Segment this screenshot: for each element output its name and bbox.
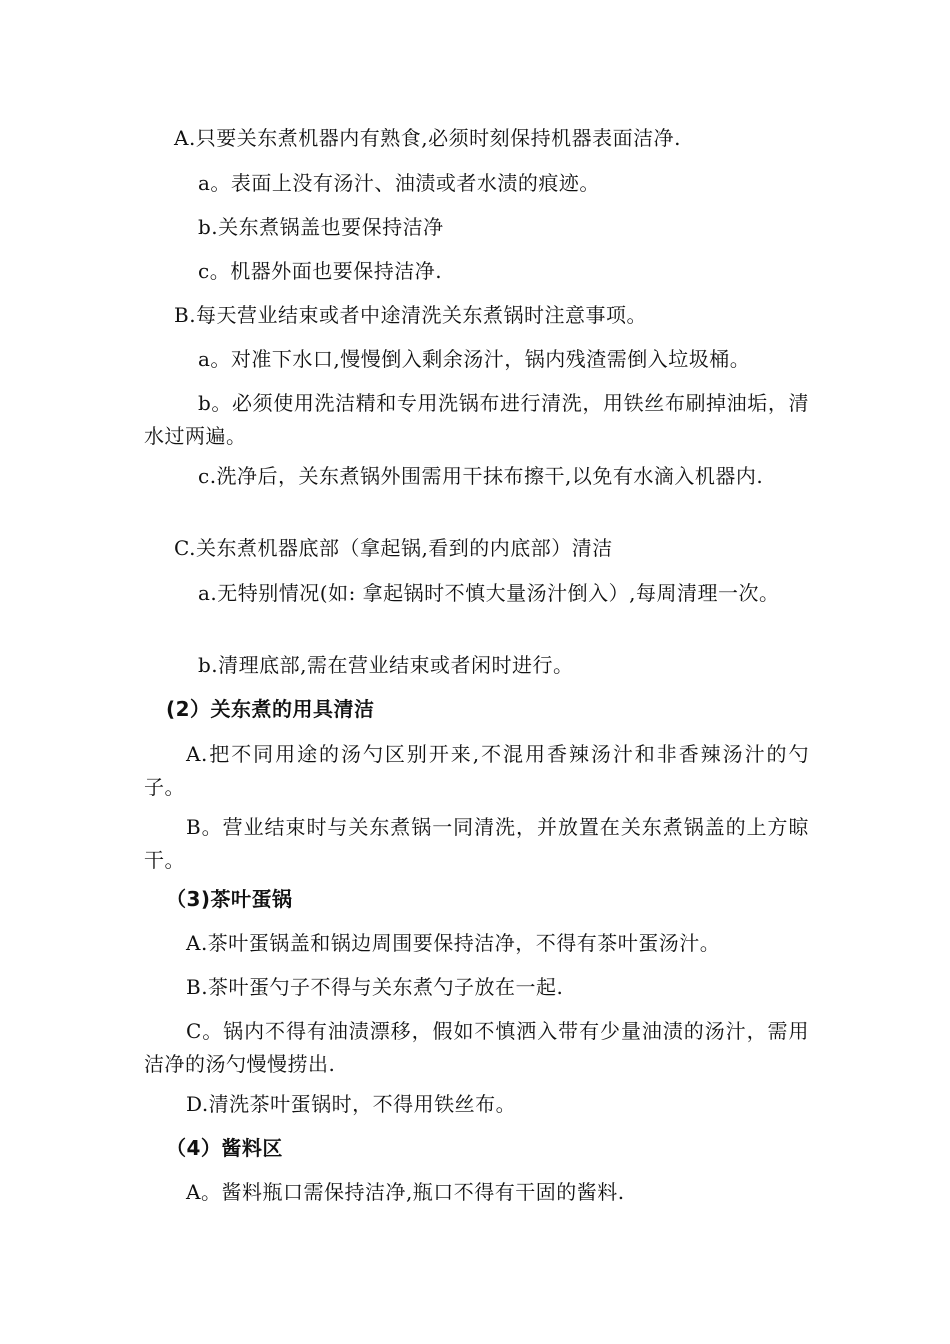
sauce-item-a: A。酱料瓶口需保持洁净,瓶口不得有干固的酱料. — [186, 1180, 625, 1204]
sub-item-c-exterior-clean: c。机器外面也要保持洁净. — [198, 259, 443, 283]
tea-egg-item-a: A.茶叶蛋锅盖和锅边周围要保持洁净，不得有茶叶蛋汤汁。 — [186, 931, 721, 955]
tea-egg-item-b: B.茶叶蛋勺子不得与关东煮勺子放在一起. — [186, 975, 564, 999]
section-heading-sauce-area: （4）酱料区 — [166, 1136, 283, 1160]
sub-item-b-detergent: b。必须使用洗洁精和专用洗锅布进行清洗，用铁丝布刷掉油垢，清水过两遍。 — [144, 391, 809, 448]
item-b-cleaning-notes: B.每天营业结束或者中途清洗关东煮锅时注意事项。 — [174, 303, 648, 327]
sub-item-a-no-stains: a。表面上没有汤汁、油渍或者水渍的痕迹。 — [198, 171, 600, 195]
sub-item-b-lid-clean: b.关东煮锅盖也要保持洁净 — [198, 215, 444, 239]
tea-egg-item-d: D.清洗茶叶蛋锅时，不得用铁丝布。 — [186, 1092, 517, 1116]
section-heading-utensils: (2）关东煮的用具清洁 — [166, 697, 375, 721]
sub-item-a-weekly: a.无特别情况(如: 拿起锅时不慎大量汤汁倒入）,每周清理一次。 — [198, 581, 780, 605]
tea-egg-item-c: C。锅内不得有油渍漂移，假如不慎洒入带有少量油渍的汤汁，需用洁净的汤勺慢慢捞出. — [144, 1019, 809, 1076]
item-c-bottom-clean: C.关东煮机器底部（拿起锅,看到的内底部）清洁 — [174, 536, 613, 560]
sub-item-a-drain: a。对准下水口,慢慢倒入剩余汤汁，锅内残渣需倒入垃圾桶。 — [198, 347, 751, 371]
section-heading-tea-egg-pot: （3)茶叶蛋锅 — [166, 887, 293, 911]
item-a-surface-clean: A.只要关东煮机器内有熟食,必须时刻保持机器表面洁净. — [174, 126, 682, 150]
utensils-item-b: B。营业结束时与关东煮锅一同清洗，并放置在关东煮锅盖的上方晾干。 — [144, 815, 809, 872]
sub-item-b-timing: b.清理底部,需在营业结束或者闲时进行。 — [198, 653, 574, 677]
sub-item-c-dry: c.洗净后，关东煮锅外围需用干抹布擦干,以免有水滴入机器内. — [198, 464, 764, 488]
utensils-item-a: A.把不同用途的汤勺区别开来,不混用香辣汤汁和非香辣汤汁的勺子。 — [144, 742, 809, 799]
